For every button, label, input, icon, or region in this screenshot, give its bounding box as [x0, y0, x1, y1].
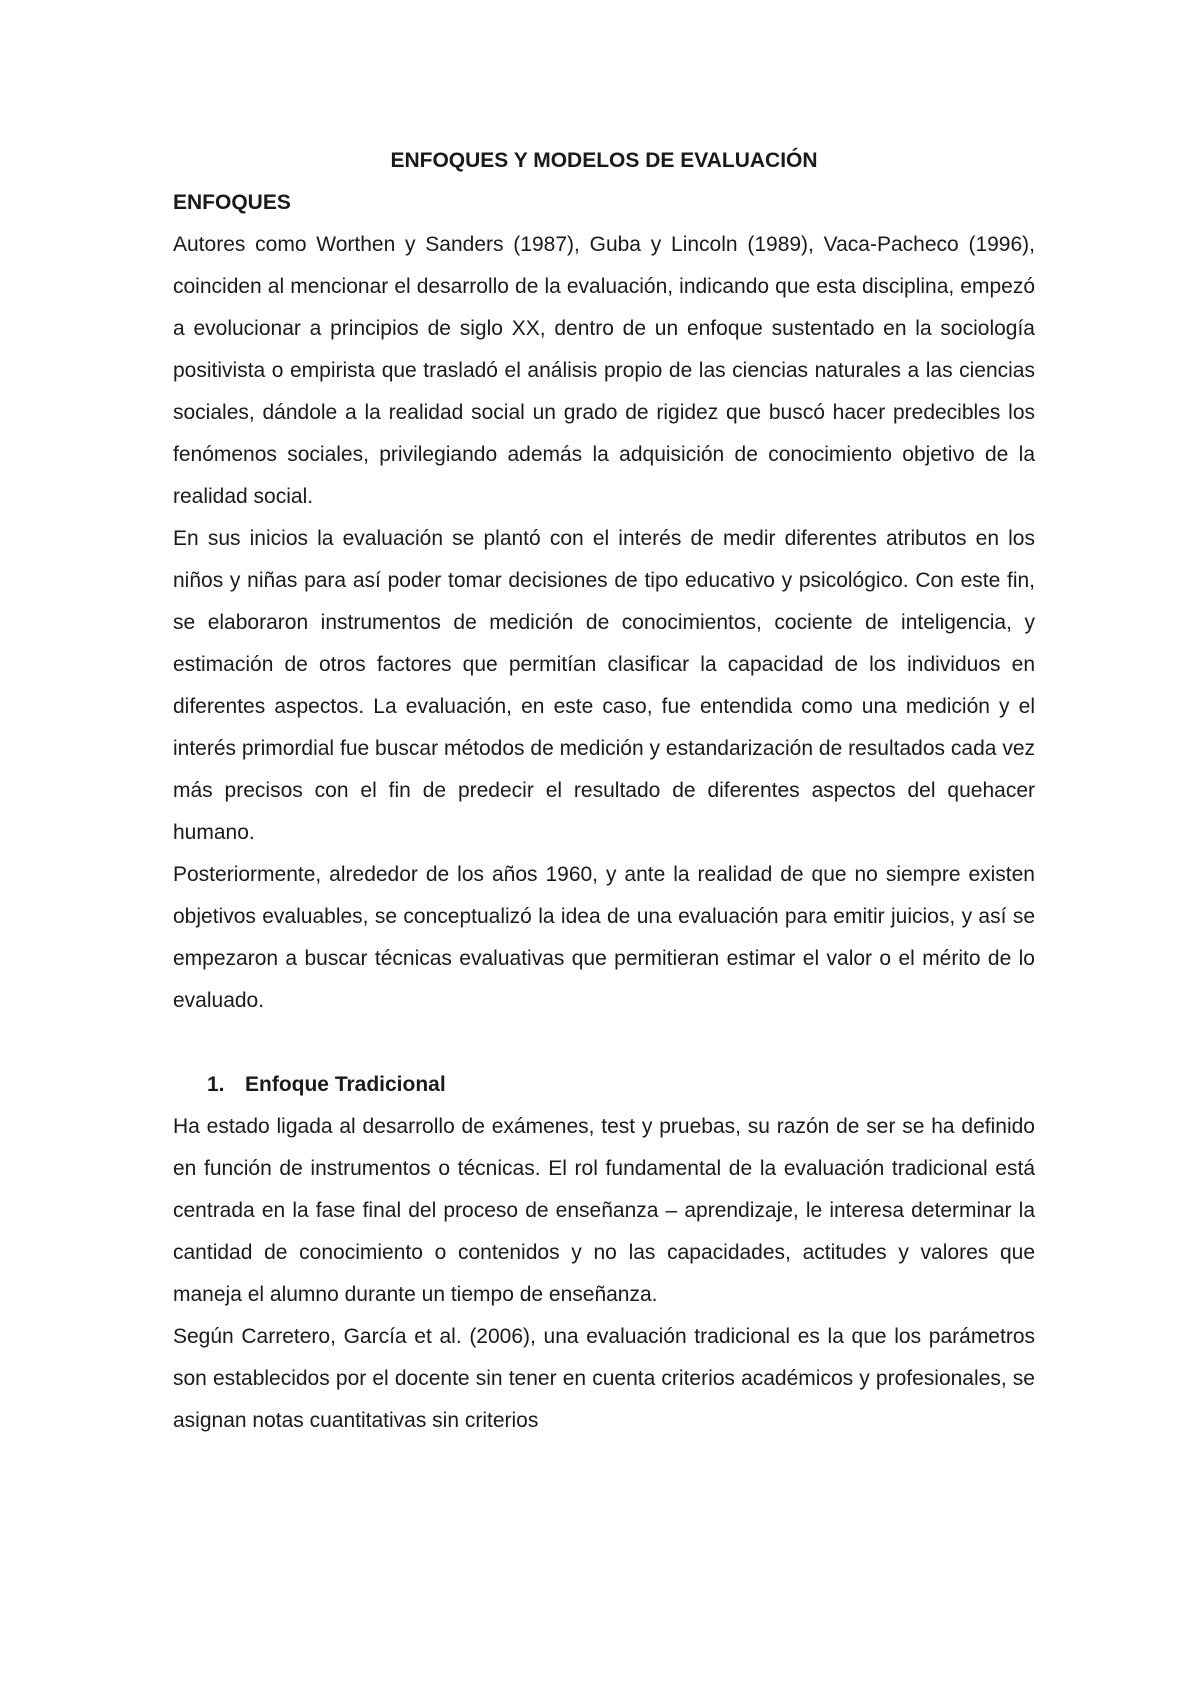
blank-line	[173, 1022, 1035, 1064]
subsection-number: 1.	[207, 1073, 225, 1096]
paragraph: Autores como Worthen y Sanders (1987), Guba y Lincoln (1989), Vaca-Pacheco (1996), coinciden al mencionar el desarrollo de la evaluación, indicando que esta disciplina, empezó a evolucionar a principios de siglo XX, dentro de un enfoque sustentado en la sociología positivista o empirista que trasladó el análisis propio de las ciencias naturales a las ciencias sociales, dándole a la realidad social un grado de rigidez que buscó hacer predecibles los fenómenos sociales, privilegiando además la adquisición de conocimiento objetivo de la realidad social.	[173, 233, 1035, 508]
document-page	[173, 140, 1035, 1442]
paragraph: Posteriormente, alrededor de los años 1960, y ante la realidad de que no siempre existen objetivos evaluables, se conceptualizó la idea de una evaluación para emitir juicios, y así se empezaron a buscar técnicas evaluativas que permitieran estimar el valor o el mérito de lo evaluado.	[173, 863, 1035, 1012]
subsection-heading	[173, 1064, 1035, 1106]
subsection-title: Enfoque Tradicional	[245, 1073, 446, 1096]
paragraph: Según Carretero, García et al. (2006), una evaluación tradicional es la que los parámetros son establecidos por el docente sin tener en cuenta criterios académicos y profesionales, se asignan notas cuantitativas sin criterios	[173, 1325, 1035, 1432]
paragraph: Ha estado ligada al desarrollo de exámenes, test y pruebas, su razón de ser se ha definido en función de instrumentos o técnicas. El rol fundamental de la evaluación tradicional está centrada en la fase final del proceso de enseñanza – aprendizaje, le interesa determinar la cantidad de conocimiento o contenidos y no las capacidades, actitudes y valores que maneja el alumno durante un tiempo de enseñanza.	[173, 1115, 1035, 1306]
section-heading: ENFOQUES	[173, 191, 291, 214]
paragraph: En sus inicios la evaluación se plantó con el interés de medir diferentes atributos en los niños y niñas para así poder tomar decisiones de tipo educativo y psicológico. Con este fin, se elaboraron instrumentos de medición de conocimientos, cociente de inteligencia, y estimación de otros factores que permitían clasificar la capacidad de los individuos en diferentes aspectos. La evaluación, en este caso, fue entendida como una medición y el interés primordial fue buscar métodos de medición y estandarización de resultados cada vez más precisos con el fin de predecir el resultado de diferentes aspectos del quehacer humano.	[173, 527, 1035, 844]
document-title: ENFOQUES Y MODELOS DE EVALUACIÓN	[390, 149, 818, 172]
